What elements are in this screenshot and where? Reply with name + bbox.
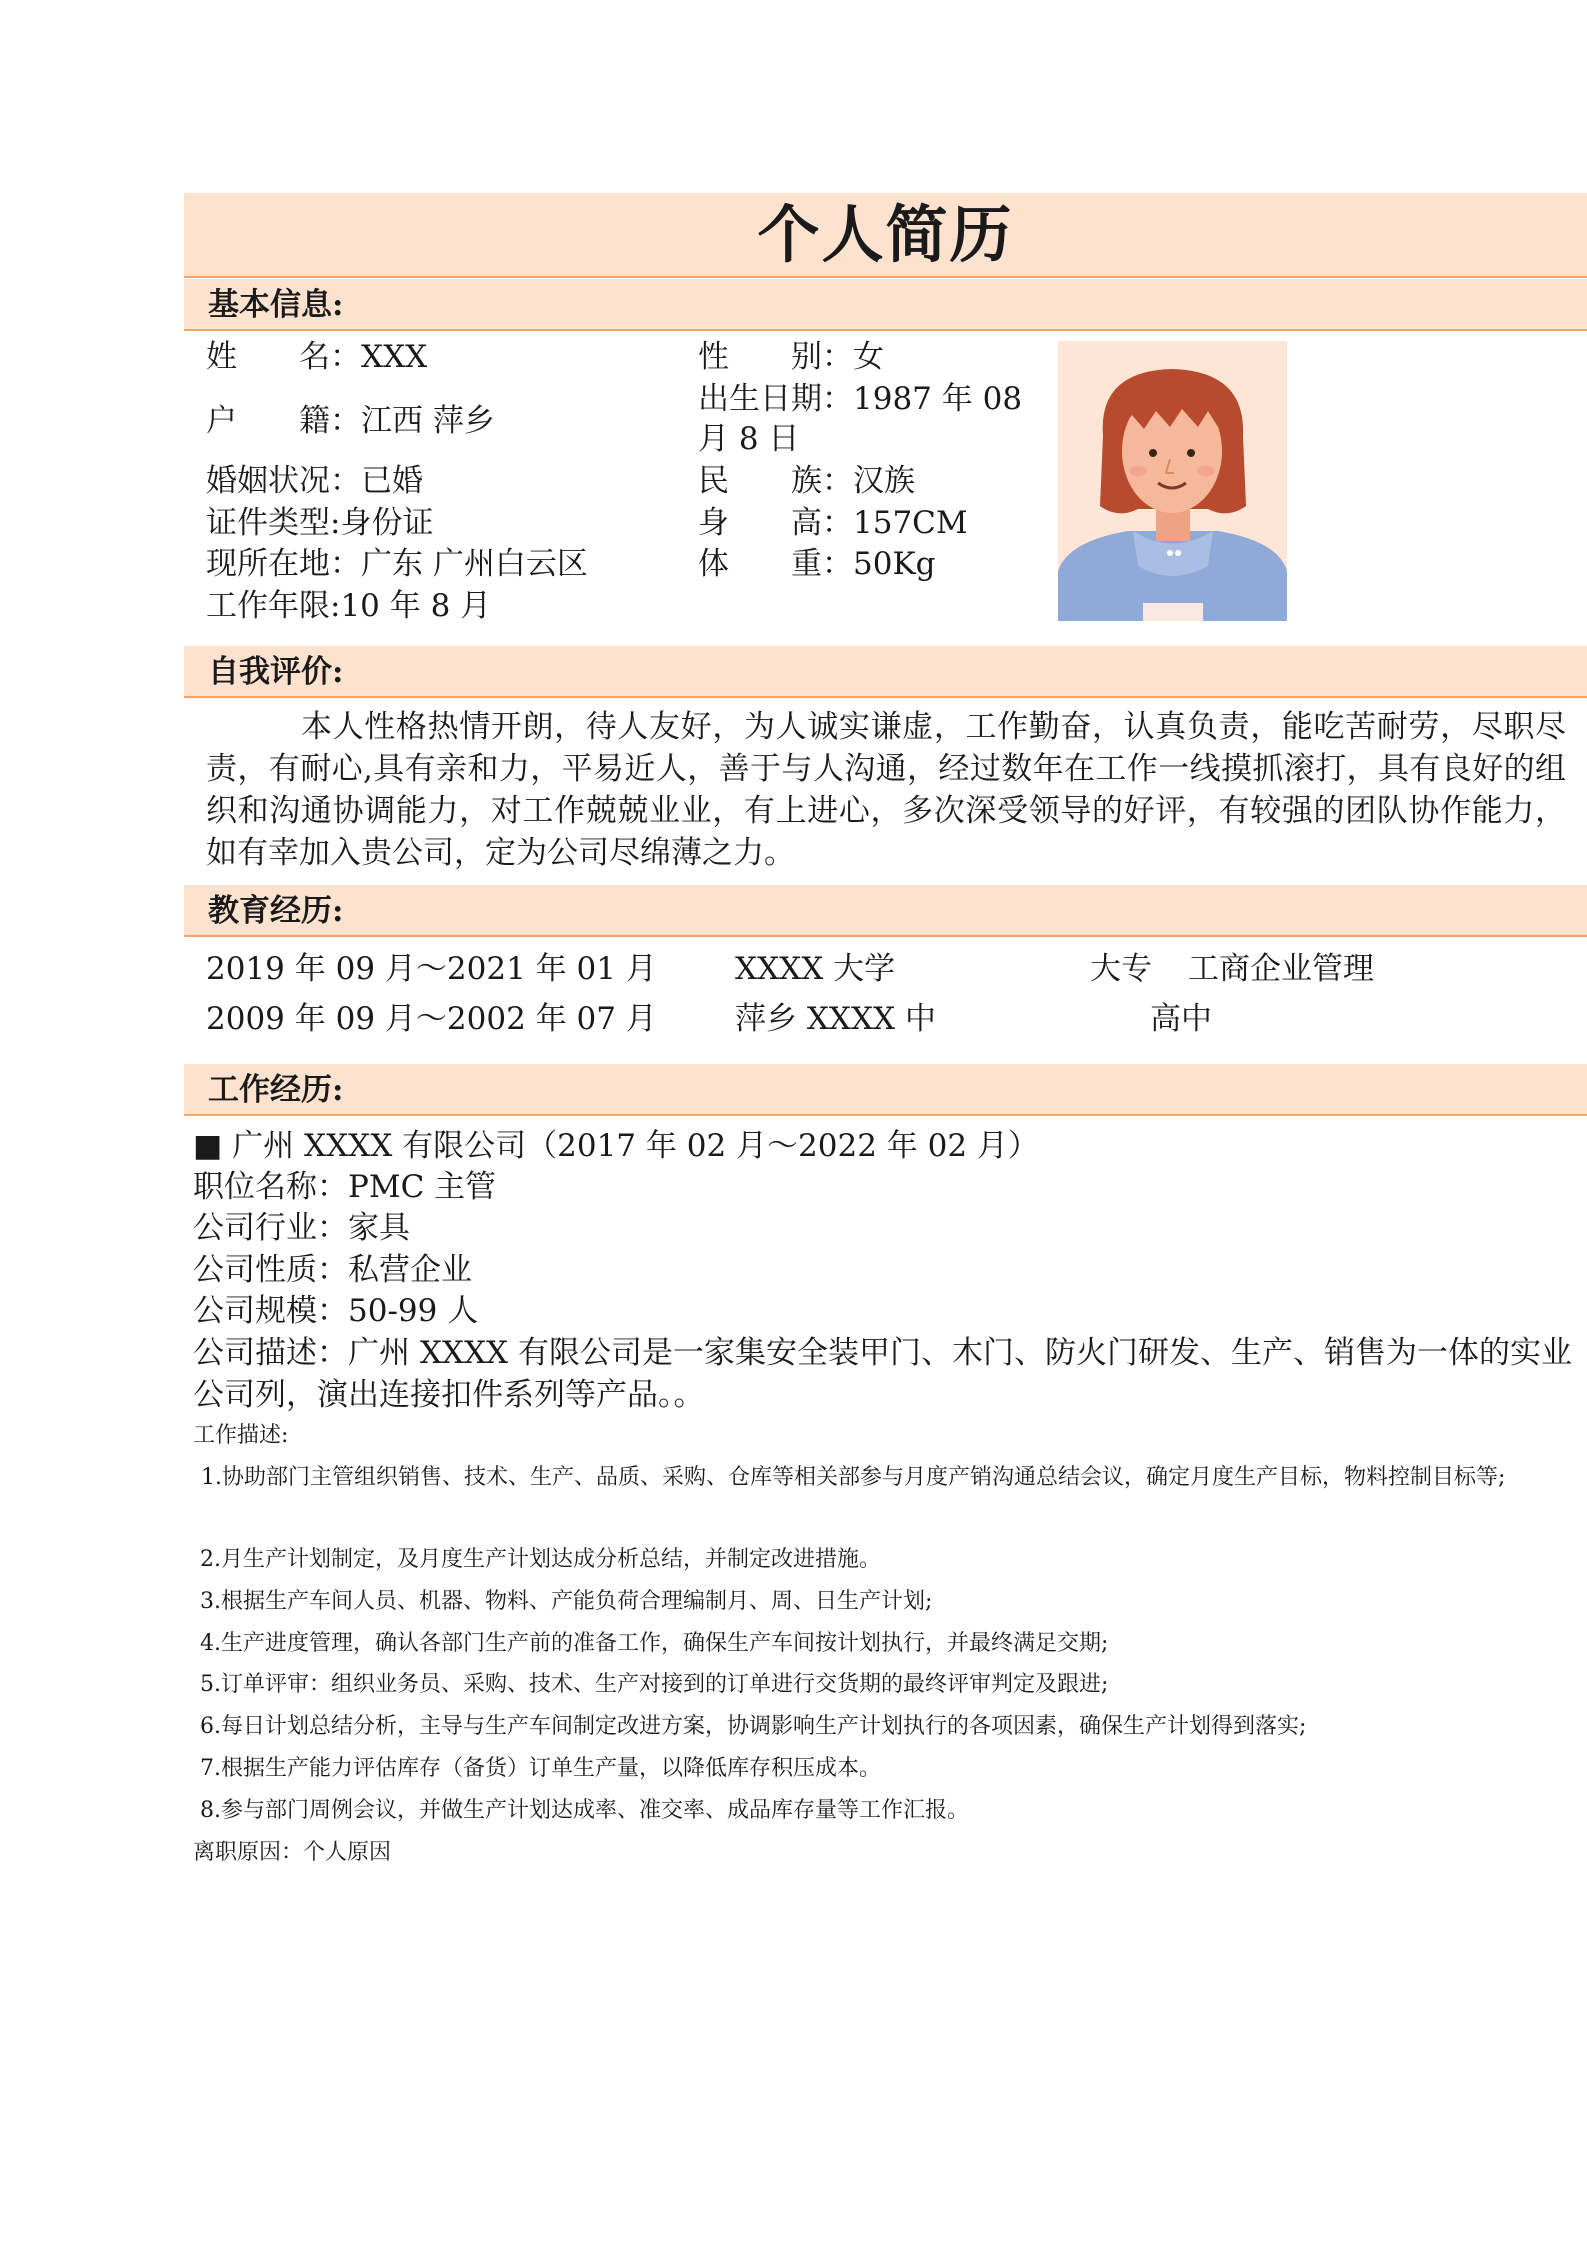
self-eval-text: 本人性格热情开朗，待人友好，为人诚实谦虚，工作勤奋，认真负责，能吃苦耐劳，尽职尽责，有耐心,具有亲和力，平易近人，善于与人沟通，经过数年在工作一线摸抓滚打，具有良好的组织和沟通协调能力，对工作兢兢业业，有上进心，多次深受领导的好评，有较强的团队协作能力，如有幸加入贵公司，定为公司尽绵薄之力。 [206,709,1566,871]
work-duties-label: 工作描述: [193,1423,289,1448]
avatar-illustration-icon [1058,341,1287,621]
section-basic-info [184,279,1587,331]
work-position: 职位名称：PMC 主管 [193,1169,497,1205]
field-name: 姓 名 ：XXX [206,339,428,375]
work-company-heading: ■ 广州 XXXX 有限公司（2017 年 02 月～2022 年 02 月） [193,1128,1039,1164]
field-hukou: 户 籍 ：江西 萍乡 [206,403,495,439]
field-id-type: 证件类型:身份证 [206,505,434,541]
edu-period: 2019 年 09 月～2021 年 01 月 [206,951,657,987]
edu-school: XXXX 大学 [735,951,896,987]
field-marital: 婚姻状况：已婚 [206,463,423,499]
section-self-title: 自我评价: [208,654,344,690]
duty-item: 6.每日计划总结分析，主导与生产车间制定改进方案，协调影响生产计划执行的各项因素，确保生产计划得到落实; [200,1714,1307,1739]
duty-item: 3.根据生产车间人员、机器、物料、产能负荷合理编制月、周、日生产计划; [200,1589,933,1614]
duty-item: 2.月生产计划制定，及月度生产计划达成分析总结，并制定改进措施。 [200,1547,881,1572]
field-gender: 性 别 ：女 [698,339,884,375]
page-title: 个人简历 [184,193,1587,278]
field-location: 现所在地：广东 广州白云区 [206,546,588,582]
duty-item: 7.根据生产能力评估库存（备货）订单生产量，以降低库存积压成本。 [200,1756,881,1781]
field-height: 身 高 ：157CM [698,505,968,541]
work-company-description: 公司描述：广州 XXXX 有限公司是一家集安全装甲门、木门、防火门研发、生产、销售为一体的实业公司列，演出连接扣件系列等产品。。 [193,1335,1572,1413]
section-work [184,1064,1587,1116]
work-leave-reason: 离职原因：个人原因 [193,1840,392,1865]
duty-item: 1.协助部门主管组织销售、技术、生产、品质、采购、仓库等相关部参与月度产销沟通总结会议，确定月度生产目标，物料控制目标等; [201,1465,1506,1490]
edu-major: 工商企业管理 [1188,951,1374,987]
field-weight: 体 重 ：50Kg [698,546,936,582]
field-birth-line2: 月 8 日 [698,421,800,457]
field-ethnic: 民 族 ：汉族 [698,463,915,499]
field-years: 工作年限:10 年 8 月 [206,588,492,624]
field-birth-line1: 出生日期：1987 年 08 [698,381,1023,417]
edu-period: 2009 年 09 月～2002 年 07 月 [206,1001,657,1037]
section-self-eval [184,646,1587,698]
work-industry: 公司行业：家具 [193,1210,410,1246]
edu-degree: 高中 [1150,1001,1212,1037]
section-education [184,885,1587,937]
work-nature: 公司性质：私营企业 [193,1252,472,1288]
section-work-title: 工作经历: [208,1072,344,1108]
edu-degree: 大专 [1090,951,1152,987]
edu-school: 萍乡 XXXX 中 [735,1001,936,1037]
section-basic-title: 基本信息: [208,287,344,323]
work-scale: 公司规模：50-99 人 [193,1293,479,1329]
section-education-title: 教育经历: [208,893,344,929]
avatar [1058,341,1287,621]
duty-item: 8.参与部门周例会议，并做生产计划达成率、准交率、成品库存量等工作汇报。 [200,1798,969,1823]
duty-item: 5.订单评审：组织业务员、采购、技术、生产对接到的订单进行交货期的最终评审判定及跟进; [200,1672,1109,1697]
duty-item: 4.生产进度管理，确认各部门生产前的准备工作，确保生产车间按计划执行，并最终满足交期; [200,1631,1109,1656]
